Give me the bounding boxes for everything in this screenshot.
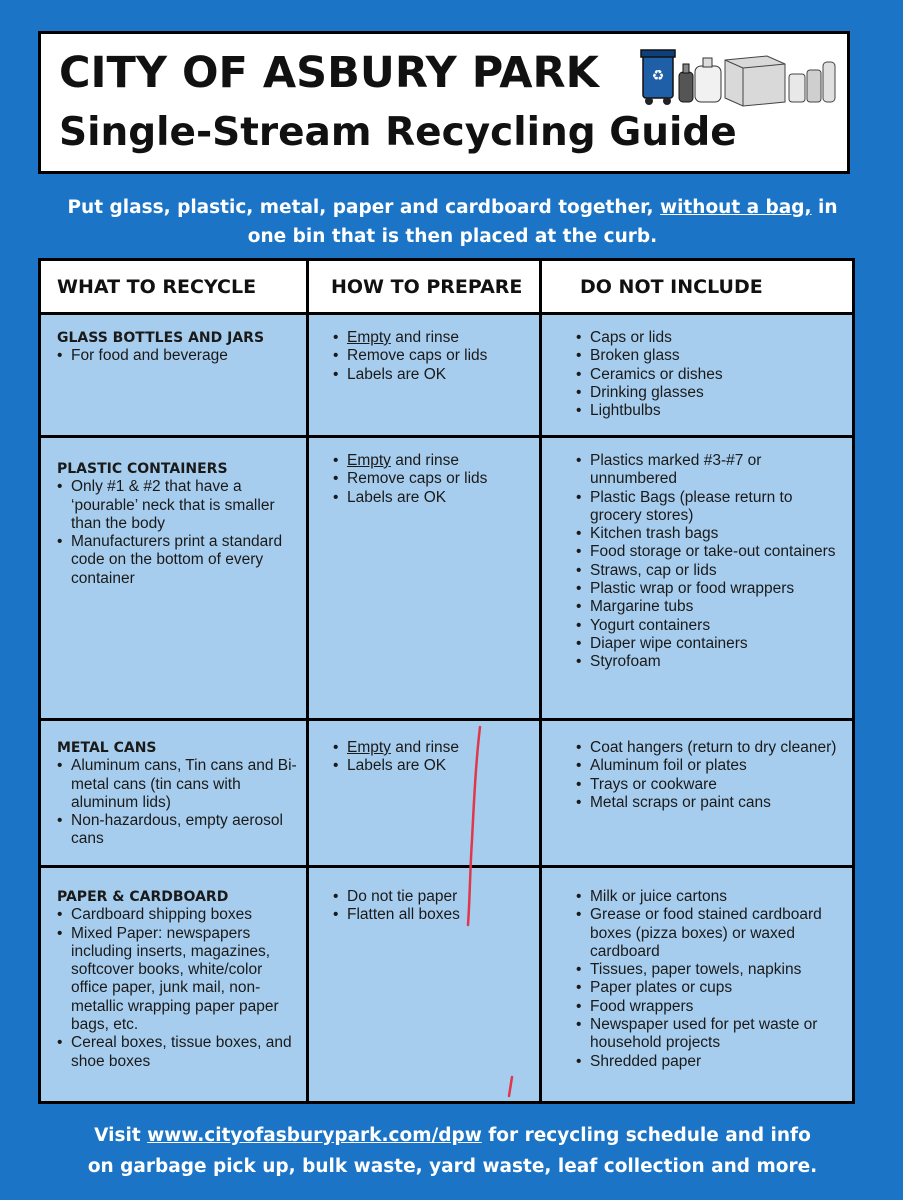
prepare-cell [308, 437, 541, 720]
list-item: • Aluminum foil or plates [576, 757, 846, 775]
page-subtitle: Single-Stream Recycling Guide [59, 110, 737, 155]
list-item: • Only #1 & #2 that have a ‘pourable’ neck that is smaller than the body [57, 478, 300, 533]
category-label: GLASS BOTTLES AND JARS [57, 330, 265, 346]
list-item: • Yogurt containers [576, 617, 846, 635]
list-item: • Paper plates or cups [576, 979, 846, 997]
table-header-row [40, 260, 854, 314]
table-row [40, 314, 854, 437]
header-how-to-prepare: HOW TO PREPARE [308, 260, 541, 314]
intro-emphasis: without a bag, [660, 197, 812, 218]
recycle-cell [40, 314, 308, 437]
list-item: • Straws, cap or lids [576, 562, 846, 580]
list-item: • Grease or food stained cardboard boxes (pizza boxes) or waxed cardboard [576, 906, 846, 961]
recycle-cell [40, 437, 308, 720]
list-item: • Empty and rinse [333, 739, 533, 757]
recycling-bin-icon [641, 50, 675, 105]
list-item: • Labels are OK [333, 489, 533, 507]
list-item: • Flatten all boxes [333, 906, 533, 924]
footer-text [30, 1120, 875, 1182]
recycling-table [38, 258, 855, 1104]
list-item: • Cardboard shipping boxes [57, 906, 300, 924]
list-item: • Cereal boxes, tissue boxes, and shoe boxes [57, 1034, 300, 1071]
category-label: PLASTIC CONTAINERS [57, 461, 228, 477]
recycle-cell [40, 867, 308, 1103]
list-item: • Remove caps or lids [333, 347, 533, 365]
header-do-not-include: DO NOT INCLUDE [541, 260, 854, 314]
list-item: • Newspaper used for pet waste or household projects [576, 1016, 846, 1053]
table-row [40, 867, 854, 1103]
list-item: • Margarine tubs [576, 598, 846, 616]
list-item: • Plastics marked #3-#7 or unnumbered [576, 452, 846, 489]
prepare-cell [308, 720, 541, 867]
list-item: • Food wrappers [576, 998, 846, 1016]
list-item: • Caps or lids [576, 329, 846, 347]
list-item: • Coat hangers (return to dry cleaner) [576, 739, 846, 757]
title-box [38, 31, 850, 174]
category-label: PAPER & CARDBOARD [57, 889, 229, 905]
svg-text:♻: ♻ [651, 68, 665, 84]
intro-line1-end: in [811, 197, 838, 218]
list-item: • Styrofoam [576, 653, 846, 671]
list-item: • Empty and rinse [333, 452, 533, 470]
category-label: METAL CANS [57, 740, 157, 756]
list-item: • Milk or juice cartons [576, 888, 846, 906]
exclude-cell [541, 867, 854, 1103]
list-item: • Aluminum cans, Tin cans and Bi-metal cans (tin cans with aluminum lids) [57, 757, 300, 812]
page-title: CITY OF ASBURY PARK [59, 48, 599, 98]
footer-line2: on garbage pick up, bulk waste, yard waste, leaf collection and more. [87, 1156, 818, 1177]
list-item: • Labels are OK [333, 757, 533, 775]
list-item: • Tissues, paper towels, napkins [576, 961, 846, 979]
recycle-cell [40, 720, 308, 867]
intro-text [30, 193, 875, 251]
intro-line2: one bin that is then placed at the curb. [247, 226, 658, 247]
list-item: • Trays or cookware [576, 776, 846, 794]
exclude-cell [541, 720, 854, 867]
list-item: • Metal scraps or paint cans [576, 794, 846, 812]
recyclables-illustration [639, 46, 839, 108]
list-item: • For food and beverage [57, 347, 300, 365]
list-item: • Broken glass [576, 347, 846, 365]
exclude-cell [541, 437, 854, 720]
table-row [40, 437, 854, 720]
list-item: • Empty and rinse [333, 329, 533, 347]
footer-line1-end: for recycling schedule and info [481, 1125, 811, 1146]
list-item: • Remove caps or lids [333, 470, 533, 488]
bottle-icon [679, 64, 693, 102]
list-item: • Non-hazardous, empty aerosol cans [57, 812, 300, 849]
list-item: • Kitchen trash bags [576, 525, 846, 543]
cardboard-box-icon [725, 56, 785, 106]
cans-icon [789, 62, 835, 102]
list-item: • Diaper wipe containers [576, 635, 846, 653]
intro-line1: Put glass, plastic, metal, paper and cardboard together, [67, 197, 660, 218]
list-item: • Plastic Bags (please return to grocery stores) [576, 489, 846, 526]
list-item: • Plastic wrap or food wrappers [576, 580, 846, 598]
footer-visit: Visit [94, 1125, 148, 1146]
list-item: • Manufacturers print a standard code on the bottom of every container [57, 533, 300, 588]
exclude-cell [541, 314, 854, 437]
list-item: • Shredded paper [576, 1053, 846, 1071]
list-item: • Labels are OK [333, 366, 533, 384]
table-row [40, 720, 854, 867]
list-item: • Ceramics or dishes [576, 366, 846, 384]
dpw-link[interactable]: www.cityofasburypark.com/dpw [147, 1125, 482, 1146]
header-what-to-recycle: WHAT TO RECYCLE [40, 260, 308, 314]
prepare-cell [308, 314, 541, 437]
list-item: • Lightbulbs [576, 402, 846, 420]
jug-icon [695, 58, 721, 102]
list-item: • Drinking glasses [576, 384, 846, 402]
list-item: • Do not tie paper [333, 888, 533, 906]
list-item: • Food storage or take-out containers [576, 543, 846, 561]
prepare-cell [308, 867, 541, 1103]
list-item: • Mixed Paper: newspapers including inserts, magazines, softcover books, white/color office paper, junk mail, non-metallic wrapping paper paper bags, etc. [57, 925, 300, 1035]
